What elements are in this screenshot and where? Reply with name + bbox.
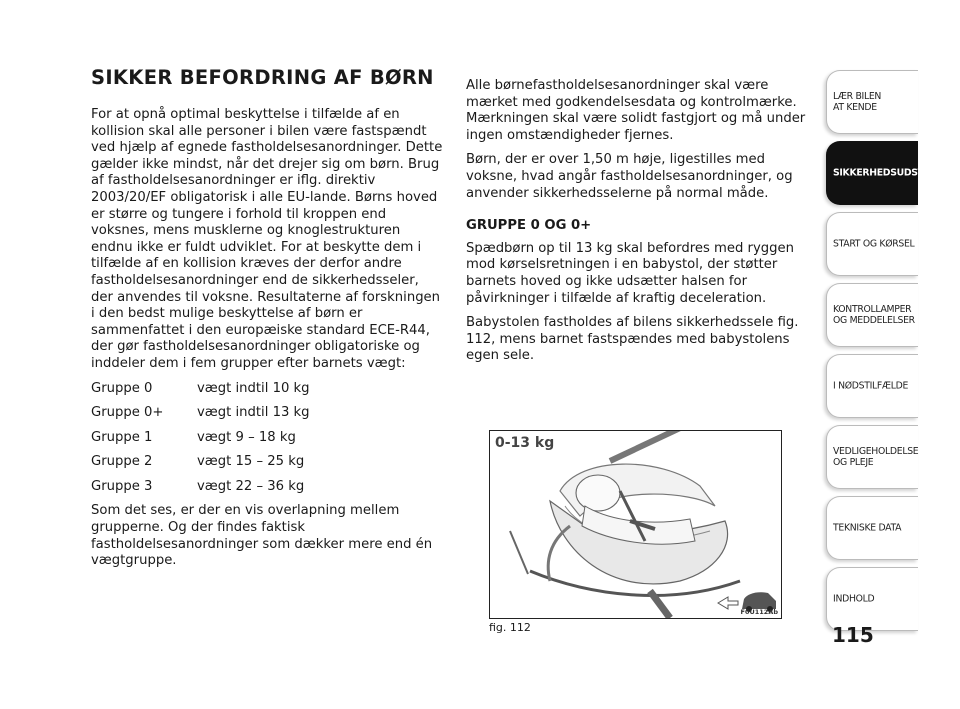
figure-code: F0U112Ab [740, 608, 778, 616]
tab-tekniske-data[interactable] [826, 496, 918, 560]
group-weight: vægt 9 – 18 kg [197, 429, 296, 445]
outro-paragraph: Som det ses, er der en vis overlapning mellem grupperne. Og der findes faktisk fastholdelsesanordninger som dækker mere end én vægtgruppe. [91, 503, 433, 569]
tab-sikkerhedsudstyr[interactable] [826, 141, 938, 205]
figure-112 [489, 430, 782, 619]
group-name: Gruppe 0+ [91, 405, 164, 421]
marking-paragraph: Alle børnefastholdelsesanordninger skal være mærket med godkendelsesdata og kontrolmærke. Mærkningen skal være solidt fastgjort og må under ingen omstændigheder fjernes. [466, 78, 806, 143]
group-name: Gruppe 0 [91, 380, 153, 396]
tab-laer-bilen-at-kende[interactable] [826, 70, 918, 134]
tab-label: START OG KØRSEL [833, 238, 915, 250]
tab-label: I NØDSTILFÆLDE [833, 380, 909, 392]
tab-label: KONTROLLAMPER OG MEDDELELSER [833, 304, 915, 326]
group-weight: vægt indtil 10 kg [197, 380, 310, 396]
figure-weight-label: 0-13 kg [495, 435, 555, 451]
group-row [91, 454, 443, 471]
baby-seat-illustration [490, 431, 781, 618]
tab-vedligeholdelse[interactable] [826, 425, 918, 489]
tab-start-og-korsel[interactable] [826, 212, 918, 276]
tab-kontrollamper[interactable] [826, 283, 918, 347]
tab-label: VEDLIGEHOLDELSE OG PLEJE [833, 446, 919, 468]
section-heading: GRUPPE 0 OG 0+ [466, 218, 592, 234]
right-column [466, 78, 806, 373]
group-row [91, 479, 443, 496]
group-weight: vægt indtil 13 kg [197, 405, 310, 421]
group-name: Gruppe 2 [91, 454, 153, 470]
intro-paragraph: For at opnå optimal beskyttelse i tilfælde af en kollision skal alle personer i bilen være fastspændt ved hjælp af egnede fastholdelsesanordninger. Dette gælder ikke mindst, når det drejer sig om børn. Brug af fastholdelsesanordninger er iflg. direktiv 2003/20/EF obligatorisk i alle EU-lande. Børns hoved er større og tungere i forhold til kroppen end voksnes, mens musklerne og knoglestrukturen endnu ikke er fuldt udviklet. For at beskytte dem i tilfælde af en kollision kræves der derfor andre fastholdelsesanordninger end de sikkerhedsseler, der anvendes til voksne. Resultaterne af forskningen i den bedst mulige beskyttelse af børn er sammenfattet i den europæiske standard ECE-R44, der gør fastholdelsesanordninger obligatoriske og inddeler dem i fem grupper efter barnets vægt: [91, 107, 443, 371]
page-number: 115 [832, 623, 874, 647]
tab-label: SIKKERHEDSUDSTYR [833, 167, 938, 179]
chapter-tabs [826, 70, 938, 638]
group-weight: vægt 22 – 36 kg [197, 478, 305, 494]
infant-paragraph: Spædbørn op til 13 kg skal befordres med ryggen mod kørselsretningen i en babystol, der støtter barnets hoved og ikke udsætter halsen for påvirkninger i tilfælde af kraftig deceleration. [466, 240, 794, 306]
tab-i-nodstilfaelde[interactable] [826, 354, 918, 418]
figure-caption: fig. 112 [489, 621, 531, 634]
group-name: Gruppe 1 [91, 429, 153, 445]
group-row [91, 430, 443, 447]
group-name: Gruppe 3 [91, 478, 153, 494]
tab-label: LÆR BILEN AT KENDE [833, 91, 882, 113]
tab-label: INDHOLD [833, 593, 875, 605]
tab-label: TEKNISKE DATA [833, 522, 902, 534]
left-column [91, 107, 443, 578]
page-title: SIKKER BEFORDRING AF BØRN [91, 66, 434, 89]
babyseat-paragraph: Babystolen fastholdes af bilens sikkerhedssele fig. 112, mens barnet fastspændes med babystolens egen sele. [466, 315, 799, 364]
group-weight: vægt 15 – 25 kg [197, 454, 305, 470]
tab-indhold[interactable] [826, 567, 918, 631]
adult-paragraph: Børn, der er over 1,50 m høje, ligestilles med voksne, hvad angår fastholdelsesanordninger, og anvender sikkerhedsselerne på normal måde. [466, 152, 793, 201]
group-row [91, 405, 443, 422]
group-row [91, 381, 443, 398]
